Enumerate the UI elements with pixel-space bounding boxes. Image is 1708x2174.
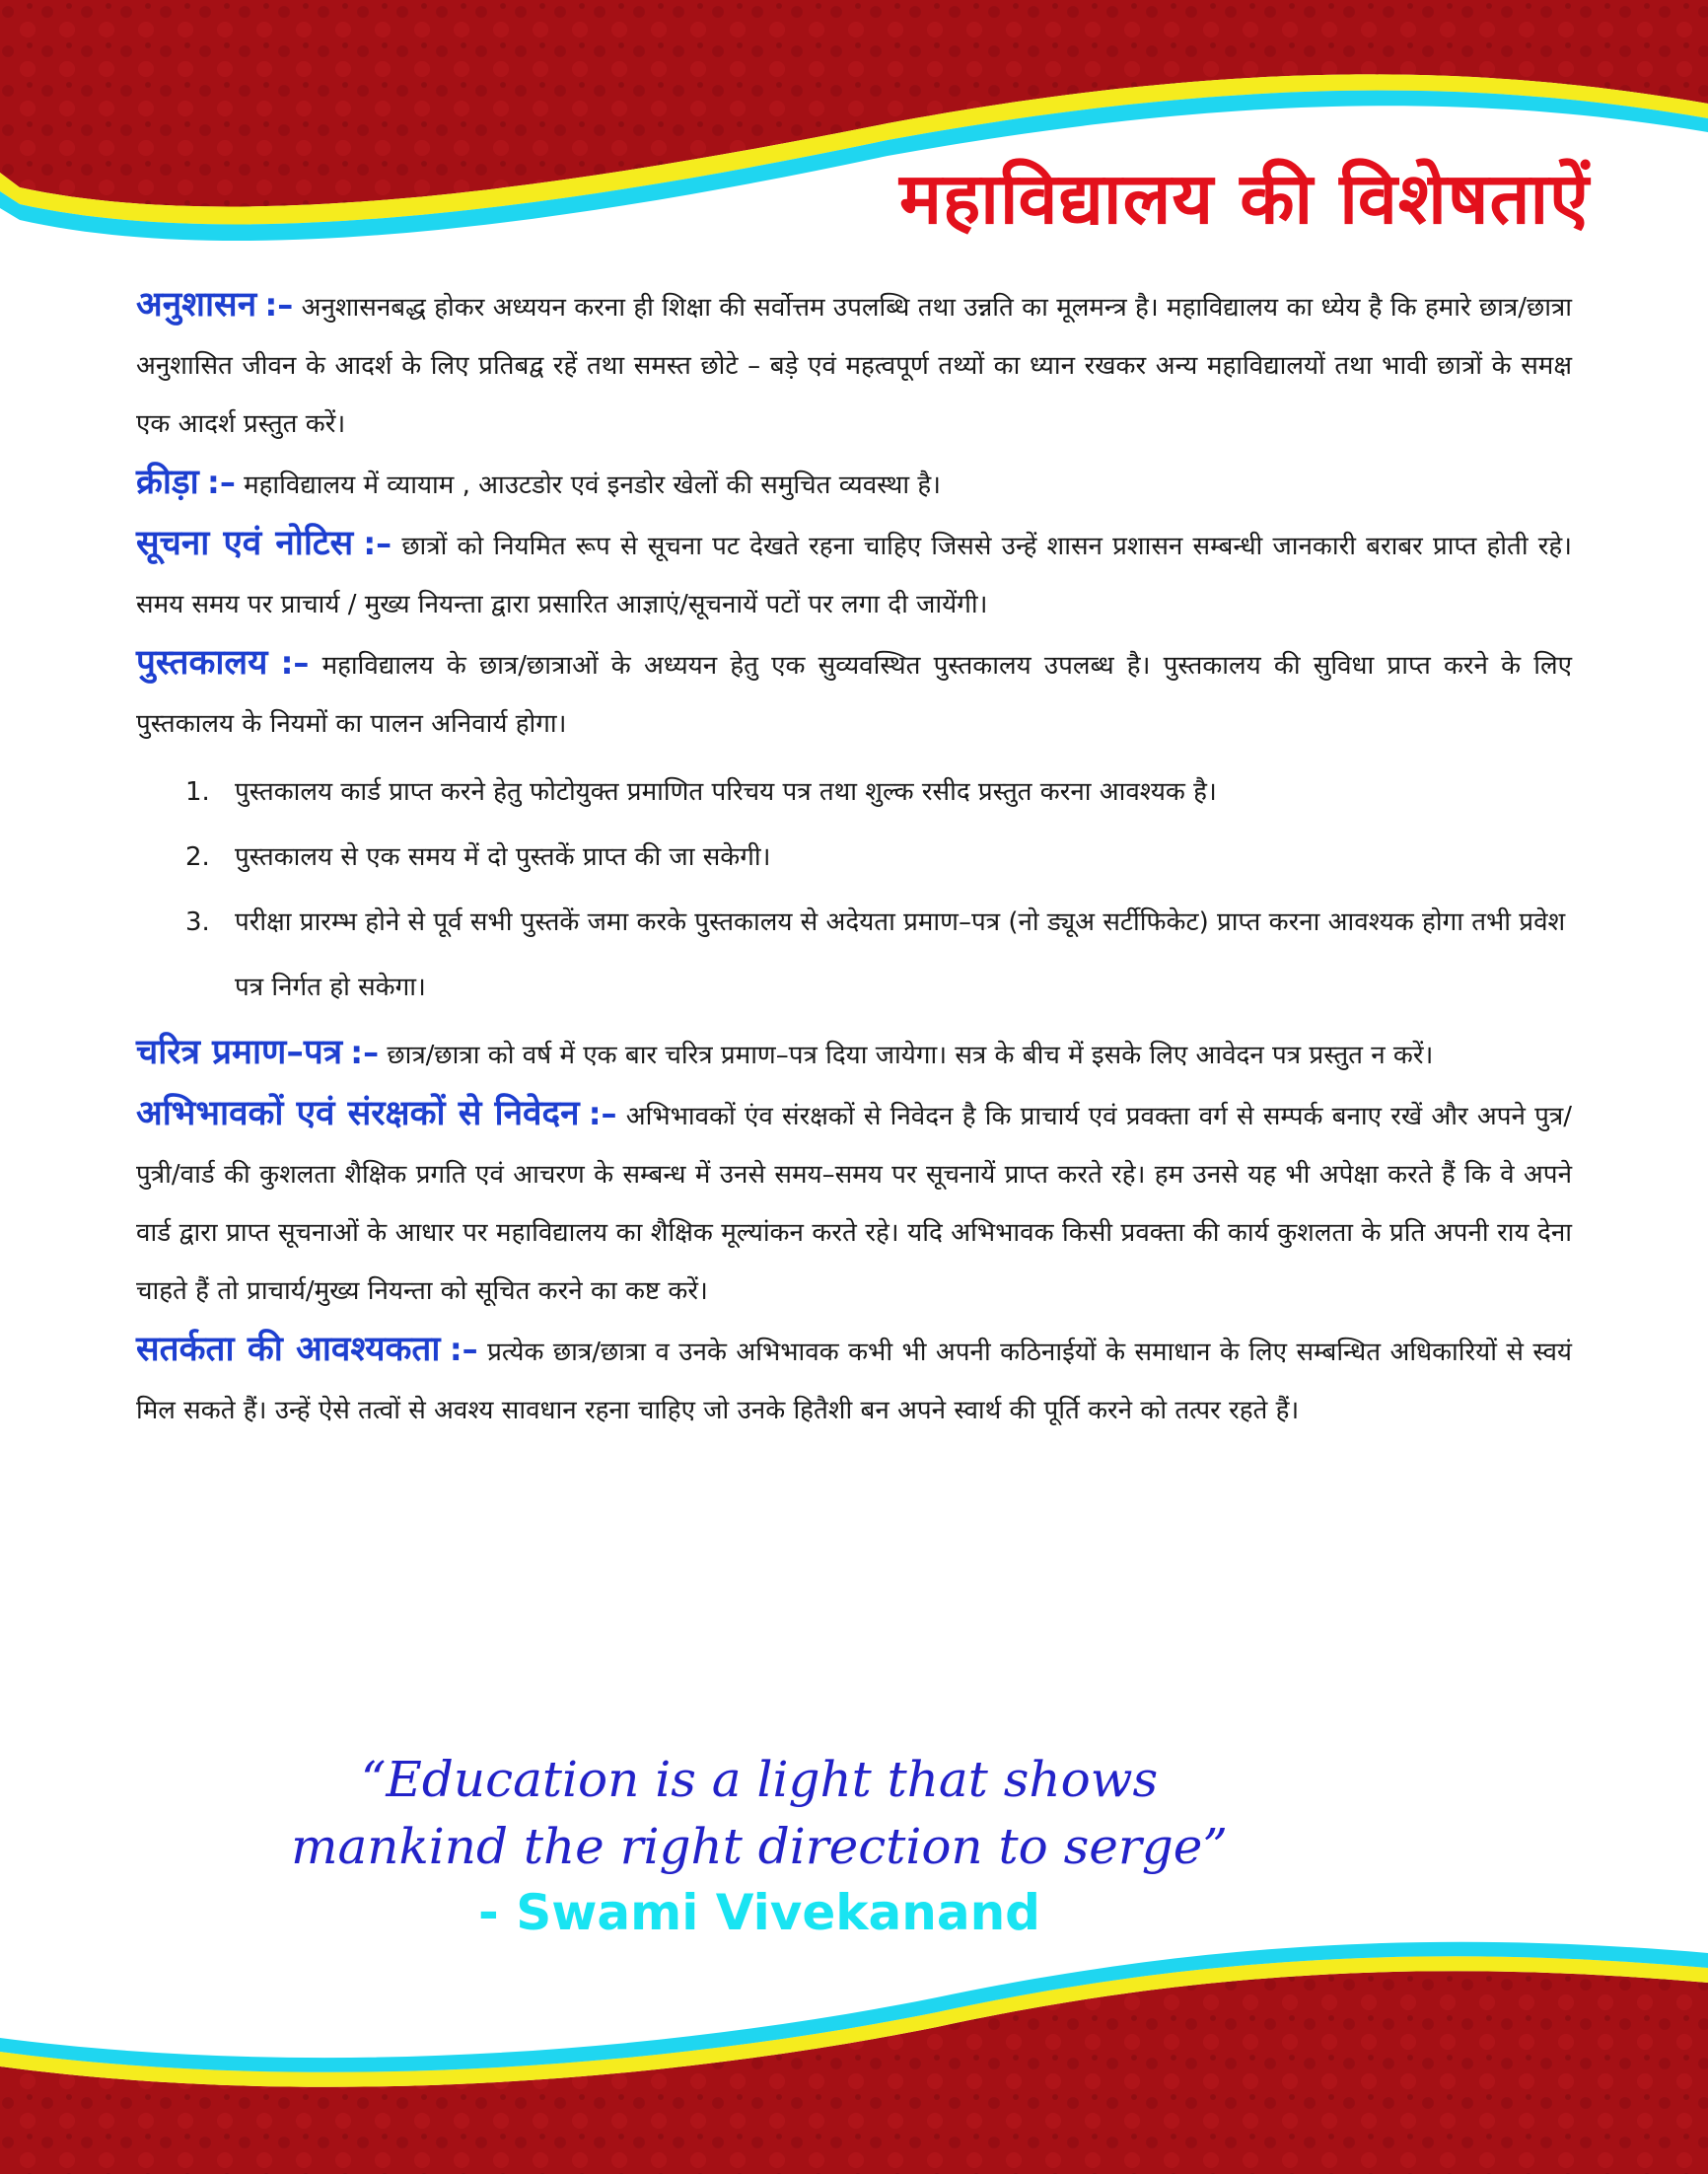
section-separator: :– bbox=[449, 1331, 478, 1368]
section-heading: क्रीड़ा bbox=[136, 463, 199, 502]
section-text: अभिभावकों एंव संरक्षकों से निवेदन है कि प्राचार्य एवं प्रवक्ता वर्ग से सम्पर्क बनाए रखें और अपने पुत्र/पुत्री/वार्ड की कुशलता शैक्षिक प्रगति एवं आचरण के सम्बन्ध में उनसे समय–समय पर सूचनायें प्राप्त करते रहे। हम उनसे यह भी अपेक्षा करते हैं कि वे अपने वार्ड द्वारा प्राप्त सूचनाओं के आधार पर महाविद्यालय का शैक्षिक मूल्यांकन करते रहे। यदि अभिभावक किसी प्रवक्ता की कार्य कुशलता के प्रति अपनी राय देना चाहते हैं तो प्राचार्य/मुख्य नियन्ता को सूचित करने का कष्ट करें। bbox=[136, 1102, 1572, 1306]
page-title: महाविद्यालय की विशेषताऐं bbox=[898, 157, 1590, 240]
section-heading: सूचना एवं नोटिस bbox=[136, 524, 354, 563]
list-number: 3. bbox=[185, 907, 210, 937]
section-separator: :– bbox=[207, 464, 236, 501]
list-text: पुस्तकालय कार्ड प्राप्त करने हेतु फोटोयुक्त प्रमाणित परिचय पत्र तथा शुल्क रसीद प्रस्तुत करना आवश्यक है। bbox=[235, 777, 1217, 807]
section-heading: अनुशासन bbox=[136, 285, 257, 325]
section-text: छात्र/छात्रा को वर्ष में एक बार चरित्र प्रमाण–पत्र दिया जायेगा। सत्र के बीच में इसके लिए आवेदन पत्र प्रस्तुत न करें। bbox=[387, 1041, 1434, 1070]
section-heading: अभिभावकों एवं संरक्षकों से निवेदन bbox=[136, 1094, 580, 1133]
section-heading: सतर्कता की आवश्यकता bbox=[136, 1330, 441, 1369]
section-text: प्रत्येक छात्र/छात्रा व उनके अभिभावक कभी भी अपनी कठिनाईयों के समाधान के लिए सम्बन्धित अधिकारियों से स्वयं मिल सकते हैं। उन्हें ऐसे तत्वों से अवश्य सावधान रहना चाहिए जो उनके हितैशी बन अपने स्वार्थ की पूर्ति करने को तत्पर रहते हैं। bbox=[136, 1338, 1573, 1425]
section-guardians-request bbox=[136, 1085, 1572, 1321]
content-body bbox=[136, 276, 1572, 1440]
section-caution bbox=[136, 1321, 1572, 1440]
section-text: महाविद्यालय के छात्र/छात्राओं के अध्ययन हेतु एक सुव्यवस्थित पुस्तकालय उपलब्ध है। पुस्तकालय की सुविधा प्राप्त करने के लिए पुस्तकालय के नियमों का पालन अनिवार्य होगा। bbox=[136, 651, 1573, 739]
list-item bbox=[136, 760, 1572, 825]
section-discipline bbox=[136, 276, 1572, 454]
library-rules-list bbox=[136, 760, 1572, 1020]
section-character-certificate bbox=[136, 1024, 1572, 1085]
list-text: परीक्षा प्रारम्भ होने से पूर्व सभी पुस्तकें जमा करके पुस्तकालय से अदेयता प्रमाण–पत्र (नो ड्यूअ सर्टीफिकेट) प्राप्त करना आवश्यक होगा तभी प्रवेश पत्र निर्गत हो सकेगा। bbox=[235, 907, 1566, 1002]
quote-block bbox=[0, 1746, 1519, 1880]
section-library bbox=[136, 634, 1572, 754]
quote-author: - Swami Vivekanand bbox=[478, 1884, 1040, 1941]
section-separator: :– bbox=[264, 286, 294, 324]
section-text: महाविद्यालय में व्यायाम , आउटडोर एवं इनडोर खेलों की समुचित व्यवस्था है। bbox=[244, 471, 942, 500]
section-heading: पुस्तकालय bbox=[136, 643, 268, 683]
section-separator: :– bbox=[588, 1095, 617, 1132]
list-item bbox=[136, 890, 1572, 1020]
section-separator: :– bbox=[350, 1034, 380, 1071]
quote-line-1: “Education is a light that shows bbox=[360, 1751, 1159, 1808]
section-separator: :– bbox=[280, 644, 310, 682]
section-sports bbox=[136, 454, 1572, 515]
quote-line-2: mankind the right direction to serge” bbox=[291, 1818, 1228, 1875]
section-text: छात्रों को नियमित रूप से सूचना पट देखते रहना चाहिए जिससे उन्हें शासन प्रशासन सम्बन्धी जानकारी बराबर प्राप्त होती रहे। समय समय पर प्राचार्य / मुख्य नियन्ता द्वारा प्रसारित आज्ञाएं/सूचनायें पटों पर लगा दी जायेंगी। bbox=[136, 532, 1573, 619]
list-item bbox=[136, 825, 1572, 890]
list-number: 2. bbox=[185, 842, 210, 872]
section-separator: :– bbox=[363, 525, 392, 562]
list-text: पुस्तकालय से एक समय में दो पुस्तकें प्राप्त की जा सकेगी। bbox=[235, 842, 771, 872]
list-number: 1. bbox=[185, 777, 210, 807]
section-text: अनुशासनबद्ध होकर अध्ययन करना ही शिक्षा की सर्वोत्तम उपलब्धि तथा उन्नति का मूलमन्त्र है। महाविद्यालय का ध्येय है कि हमारे छात्र/छात्रा अनुशासित जीवन के आदर्श के लिए प्रतिबद्व रहें तथा समस्त छोटे – बड़े एवं महत्वपूर्ण तथ्यों का ध्यान रखकर अन्य महाविद्यालयों तथा भावी छात्रों के समक्ष एक आदर्श प्रस्तुत करें। bbox=[136, 293, 1573, 439]
section-heading: चरित्र प्रमाण–पत्र bbox=[136, 1033, 343, 1072]
section-notice bbox=[136, 515, 1572, 634]
